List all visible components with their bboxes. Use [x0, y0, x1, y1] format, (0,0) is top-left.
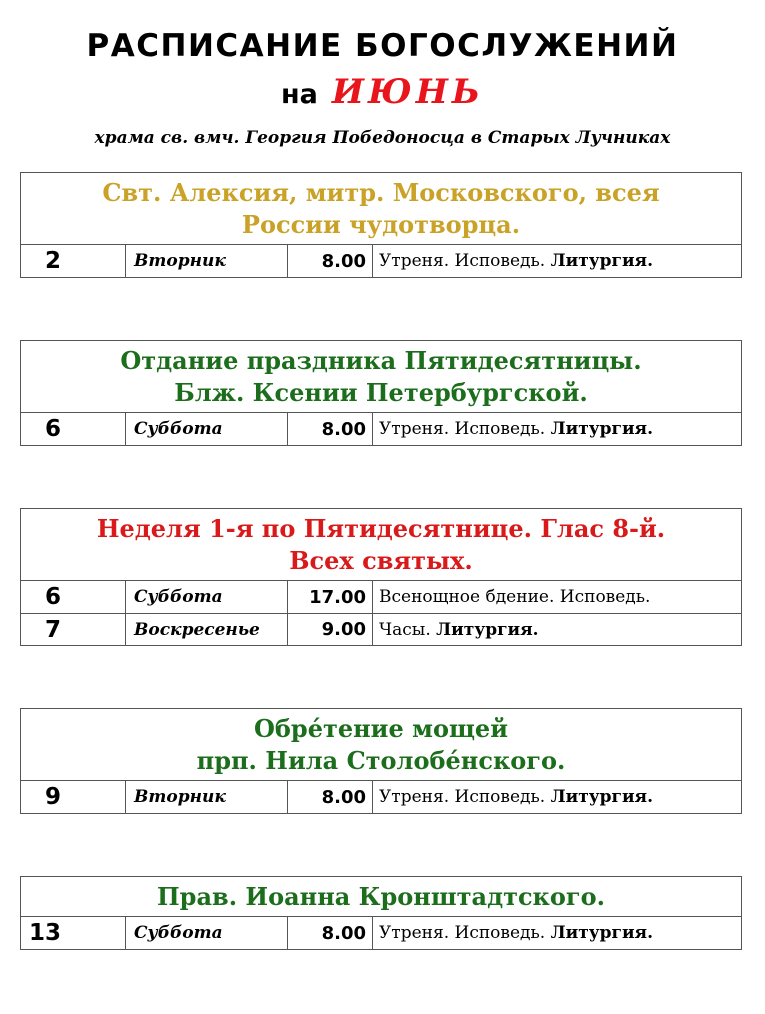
- service-description: [373, 581, 741, 613]
- service-text: Всенощное бдение. Исповедь.: [379, 587, 651, 607]
- feast-title-line: Обре́тение мощей: [254, 714, 508, 743]
- service-description: [373, 917, 741, 949]
- service-date: 6: [21, 413, 126, 445]
- schedule-block-john-kronstadt: [20, 876, 742, 950]
- service-time: 8.00: [288, 917, 373, 949]
- schedule-block-all-saints: [20, 508, 742, 646]
- feast-title-line: Блж. Ксении Петербургской.: [174, 378, 588, 407]
- service-description: [373, 614, 741, 645]
- feast-title: [21, 709, 741, 781]
- service-time: 8.00: [288, 781, 373, 813]
- service-description: [373, 245, 741, 277]
- service-row: [21, 917, 741, 949]
- service-row: [21, 613, 741, 645]
- service-text-bold: Литургия.: [436, 619, 539, 640]
- service-time: 9.00: [288, 614, 373, 645]
- feast-title-line: России чудотворца.: [241, 210, 521, 239]
- service-date: 6: [21, 581, 126, 613]
- feast-title-line: Всех святых.: [289, 546, 473, 575]
- service-date: 2: [21, 245, 126, 277]
- service-weekday: Суббота: [126, 413, 288, 445]
- service-date: 13: [21, 917, 126, 949]
- service-text: Утреня. Исповедь.: [379, 251, 546, 271]
- service-weekday: Вторник: [126, 245, 288, 277]
- service-weekday: Вторник: [126, 781, 288, 813]
- service-weekday: Суббота: [126, 917, 288, 949]
- schedule-block-alexis: [20, 172, 742, 278]
- service-text: Утреня. Исповедь.: [379, 923, 546, 943]
- service-row: [21, 413, 741, 445]
- service-row: [21, 781, 741, 813]
- service-description: [373, 781, 741, 813]
- church-subtitle: храма св. вмч. Георгия Победоносца в Старых Лучниках: [94, 128, 671, 148]
- service-text-bold: Литургия.: [550, 923, 654, 943]
- service-time: 8.00: [288, 245, 373, 277]
- service-text: Утреня. Исповедь.: [379, 787, 546, 807]
- service-text: Часы.: [379, 619, 431, 640]
- service-text: Утреня. Исповедь.: [379, 419, 546, 439]
- service-row: [21, 581, 741, 613]
- service-weekday: Суббота: [126, 581, 288, 613]
- feast-title-line: Неделя 1-я по Пятидесятнице. Глас 8-й.: [96, 514, 666, 543]
- month-name: ИЮНЬ: [331, 72, 484, 112]
- service-text-bold: Литургия.: [550, 419, 654, 439]
- feast-title: [21, 877, 741, 917]
- month-line: [0, 72, 765, 112]
- service-time: 17.00: [288, 581, 373, 613]
- service-time: 8.00: [288, 413, 373, 445]
- service-text-bold: Литургия.: [550, 787, 654, 807]
- feast-title-line: прп. Нила Столобе́нского.: [196, 746, 566, 775]
- feast-title: [21, 509, 741, 581]
- feast-title-line: Отдание праздника Пятидесятницы.: [120, 346, 642, 375]
- service-date: 9: [21, 781, 126, 813]
- service-row: [21, 245, 741, 277]
- service-weekday: Воскресенье: [126, 614, 288, 645]
- feast-title: [21, 341, 741, 413]
- feast-title-line: Прав. Иоанна Кронштадтского.: [157, 882, 605, 911]
- feast-title-line: Свт. Алексия, митр. Московского, всея: [102, 178, 660, 207]
- service-date: 7: [21, 614, 126, 645]
- feast-title: [21, 173, 741, 245]
- month-prefix: на: [281, 79, 318, 110]
- service-text-bold: Литургия.: [550, 251, 654, 271]
- schedule-block-nil-relics: [20, 708, 742, 814]
- service-description: [373, 413, 741, 445]
- page-title: РАСПИСАНИЕ БОГОСЛУЖЕНИЙ: [86, 28, 679, 64]
- schedule-block-pentecost-leave-taking: [20, 340, 742, 446]
